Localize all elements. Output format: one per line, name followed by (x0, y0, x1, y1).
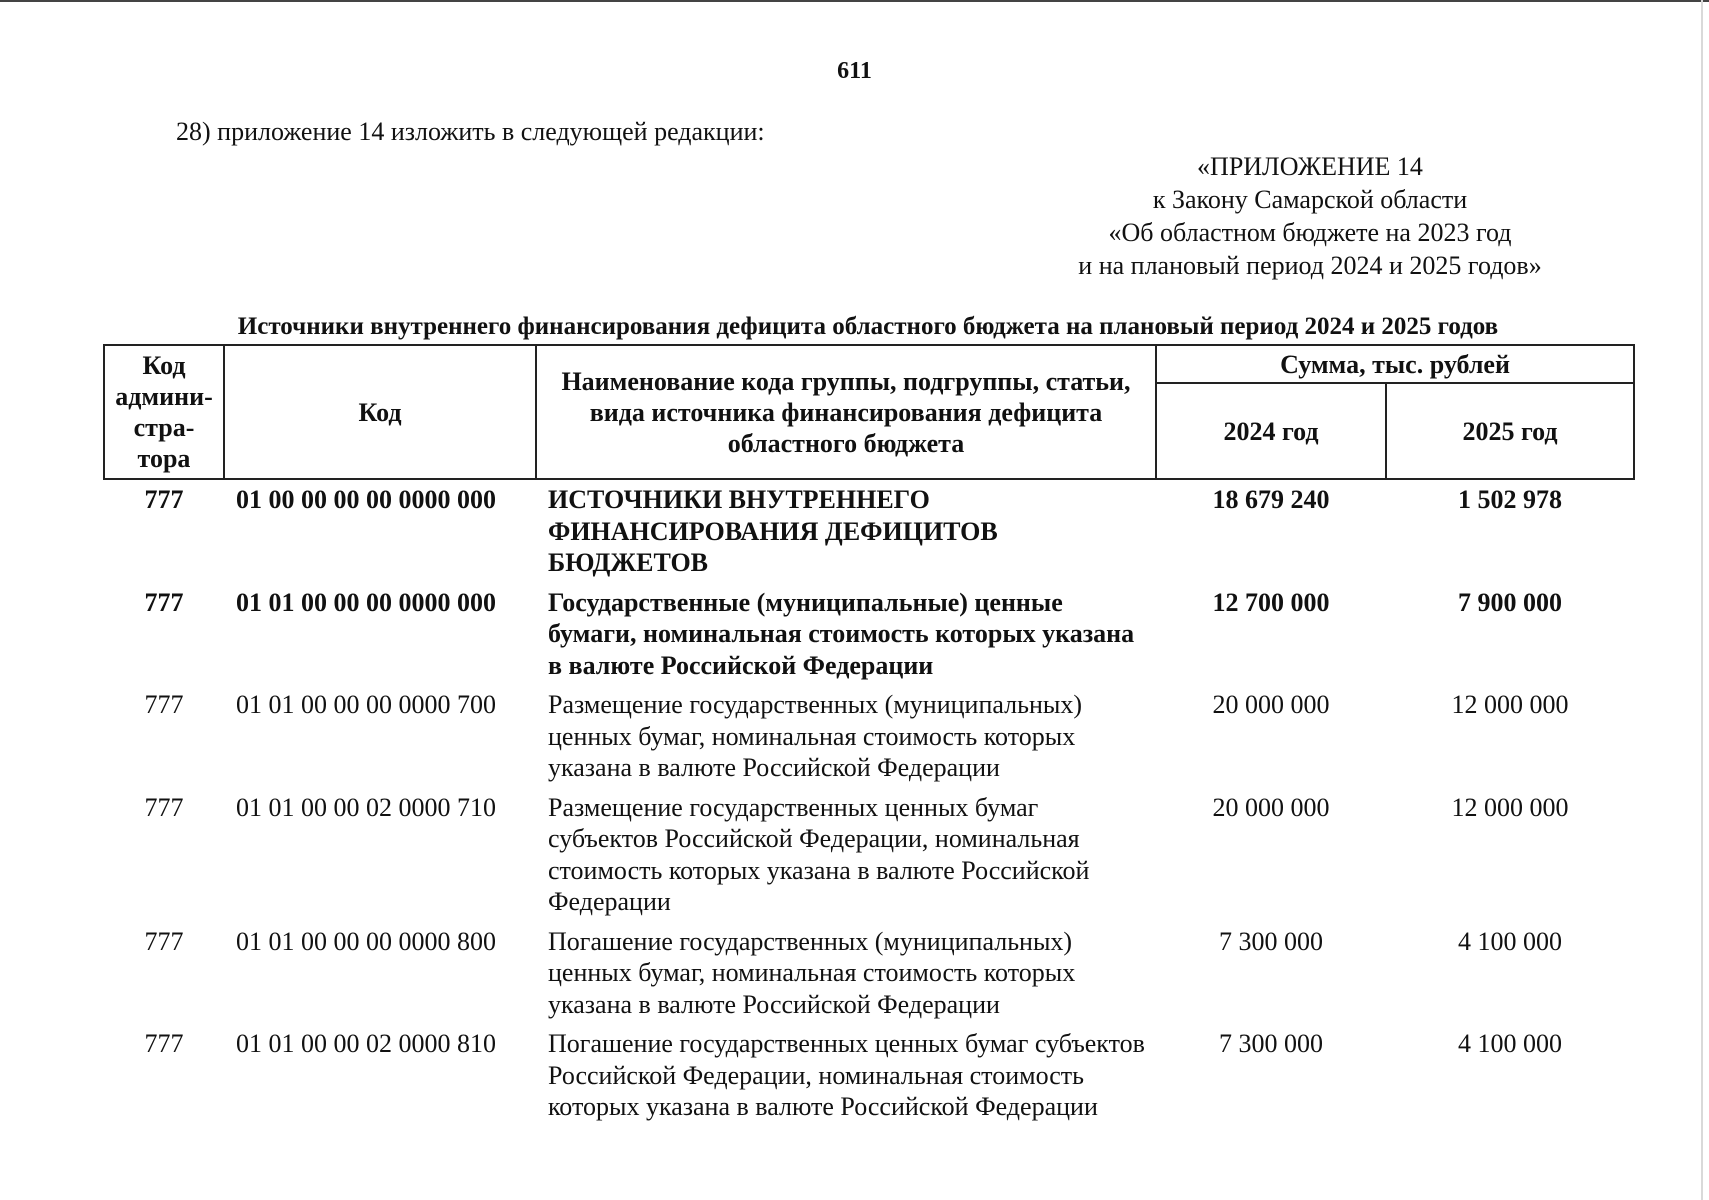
table-title: Источники внутреннего финансирования дефицита областного бюджета на плановый период 2024 и 2025 годов (237, 313, 1499, 340)
admin-code-cell: 777 (144, 690, 184, 719)
amount-2025-cell: 12 000 000 (1451, 792, 1569, 822)
name-cell: Погашение государственных (муниципальных) ценных бумаг, номинальная стоимость которых указана в валюте Российской Федерации (548, 926, 1076, 1019)
amendment-intro: 28) приложение 14 изложить в следующей редакции: (176, 117, 765, 146)
header-name: Наименование кода группы, подгруппы, статьи, вида источника финансирования дефицита областного бюджета (536, 345, 1156, 479)
header-year-2024: 2024 год (1156, 383, 1386, 479)
financing-sources-table (103, 344, 1635, 1127)
table-row (104, 583, 1634, 686)
amount-2025-cell: 7 900 000 (1458, 587, 1562, 617)
page-number: 611 (837, 58, 872, 84)
code-cell: 01 01 00 00 00 0000 700 (236, 690, 496, 719)
appendix-line-1: «ПРИЛОЖЕНИЕ 14 (1197, 152, 1423, 181)
admin-code-cell: 777 (144, 792, 184, 822)
table-body (104, 479, 1634, 1127)
amount-2024-cell: 7 300 000 (1219, 1029, 1323, 1058)
admin-code-cell: 777 (144, 1029, 184, 1058)
header-admin-code: Код админи-стра-тора (104, 345, 224, 479)
admin-code-cell: 777 (144, 485, 184, 514)
amount-2024-cell: 20 000 000 (1212, 690, 1330, 719)
amount-2024-cell: 18 679 240 (1212, 485, 1330, 514)
code-cell: 01 01 00 00 02 0000 810 (236, 1029, 496, 1058)
table-row (104, 1024, 1634, 1127)
name-cell: Погашение государственных ценных бумаг субъектов Российской Федерации, номинальная стоимость которых указана в валюте Российской Федерации (548, 1029, 1145, 1121)
page-top-rule (0, 0, 1709, 2)
amount-2024-cell: 7 300 000 (1219, 926, 1323, 956)
amount-2025-cell: 4 100 000 (1458, 1029, 1562, 1058)
page-right-edge (1701, 0, 1703, 1200)
code-cell: 01 01 00 00 00 0000 800 (236, 926, 496, 956)
table-row (104, 479, 1634, 583)
admin-code-cell: 777 (144, 926, 184, 956)
code-cell: 01 00 00 00 00 0000 000 (236, 485, 496, 514)
name-cell: ИСТОЧНИКИ ВНУТРЕННЕГО ФИНАНСИРОВАНИЯ ДЕФИЦИТОВ БЮДЖЕТОВ (548, 485, 998, 577)
name-cell: Государственные (муниципальные) ценные бумаги, номинальная стоимость которых указана в валюте Российской Федерации (548, 587, 1135, 680)
appendix-heading (1040, 150, 1580, 282)
code-cell: 01 01 00 00 02 0000 710 (236, 792, 496, 822)
amount-2025-cell: 4 100 000 (1458, 926, 1562, 956)
amount-2024-cell: 12 700 000 (1212, 587, 1330, 617)
code-cell: 01 01 00 00 00 0000 000 (236, 587, 496, 617)
amount-2024-cell: 20 000 000 (1212, 792, 1330, 822)
appendix-line-4: и на плановый период 2024 и 2025 годов» (1078, 251, 1542, 280)
table-row (104, 922, 1634, 1025)
admin-code-cell: 777 (144, 587, 184, 617)
table-row (104, 685, 1634, 788)
header-code: Код (224, 345, 536, 479)
amount-2025-cell: 1 502 978 (1458, 485, 1562, 514)
name-cell: Размещение государственных (муниципальных) ценных бумаг, номинальная стоимость которых указана в валюте Российской Федерации (548, 690, 1083, 782)
table-row (104, 788, 1634, 922)
name-cell: Размещение государственных ценных бумаг субъектов Российской Федерации, номинальная стоимость которых указана в валюте Российской Федерации (548, 792, 1090, 916)
appendix-line-3: «Об областном бюджете на 2023 год (1108, 218, 1512, 247)
header-sum: Сумма, тыс. рублей (1156, 345, 1634, 383)
header-year-2025: 2025 год (1386, 383, 1634, 479)
amount-2025-cell: 12 000 000 (1451, 690, 1569, 719)
appendix-line-2: к Закону Самарской области (1152, 185, 1468, 214)
